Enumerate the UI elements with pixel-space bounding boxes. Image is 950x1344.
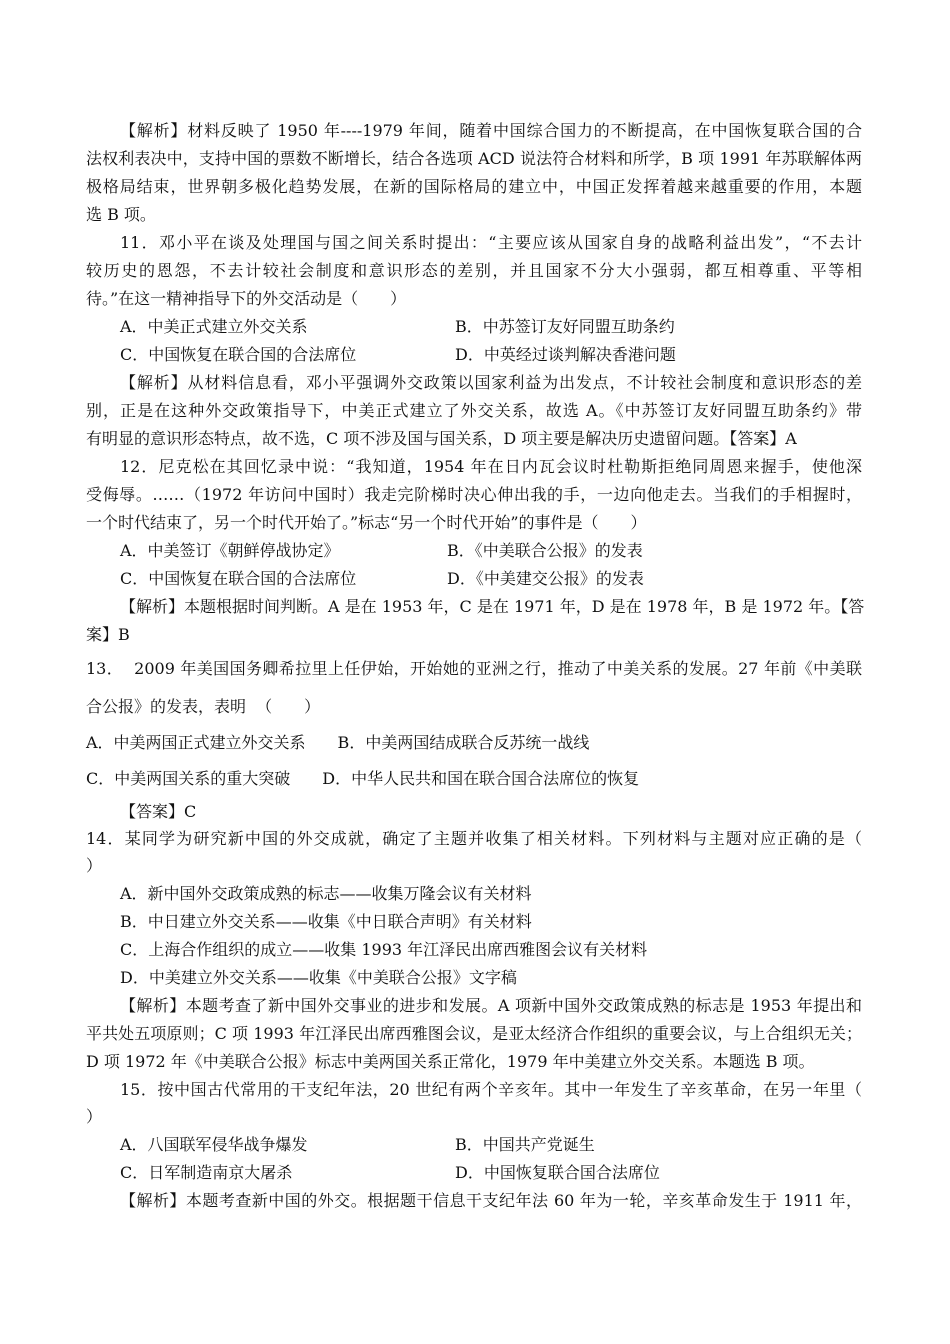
analysis-line: 法权利表决中，支持中国的票数不断增长，结合各选项 ACD 说法符合材料和所学，B 项 1991 年苏联解体两 — [86, 149, 862, 168]
q12-option-b: B．《中美联合公报》的发表 — [447, 541, 643, 560]
q13-options-cd: C．中美两国关系的重大突破 D．中华人民共和国在联合国合法席位的恢复 — [86, 769, 640, 788]
analysis-line: 【解析】材料反映了 1950 年----1979 年间，随着中国综合国力的不断提高，在中国恢复联合国的合 — [120, 121, 862, 140]
q12-analysis: 案】B — [86, 625, 130, 644]
q11-option-c: C．中国恢复在联合国的合法席位 — [120, 345, 357, 364]
q14-analysis: D 项 1972 年《中美联合公报》标志中美两国关系正常化，1979 年中美建立外交关系。本题选 B 项。 — [86, 1052, 815, 1071]
q11-option-d: D．中英经过谈判解决香港问题 — [455, 345, 676, 364]
q14-analysis: 【解析】本题考查了新中国外交事业的进步和发展。A 项新中国外交政策成熟的标志是 1953 年提出和 — [120, 996, 862, 1015]
q14-option-b: B．中日建立外交关系——收集《中日联合声明》有关材料 — [120, 912, 532, 931]
q14-option-d: D．中美建立外交关系——收集《中美联合公报》文字稿 — [120, 968, 517, 987]
question-12-stem: 12．尼克松在其回忆录中说：“我知道，1954 年在日内瓦会议时杜勒斯拒绝同周恩来握手，使他深 — [120, 457, 862, 476]
q15-option-c: C．日军制造南京大屠杀 — [120, 1163, 293, 1182]
question-15-stem: 15．按中国古代常用的干支纪年法，20 世纪有两个辛亥年。其中一年发生了辛亥革命，在另一年里（ — [120, 1080, 862, 1099]
question-12-stem: 受侮辱。……（1972 年访问中国时）我走完阶梯时决心伸出我的手，一边向他走去。当我们的手相握时， — [86, 485, 862, 504]
q14-option-a: A．新中国外交政策成熟的标志——收集万隆会议有关材料 — [120, 884, 532, 903]
q11-option-a: A．中美正式建立外交关系 — [120, 317, 308, 336]
q12-analysis: 【解析】本题根据时间判断。A 是在 1953 年，C 是在 1971 年，D 是在 1978 年，B 是 1972 年。【答 — [120, 597, 865, 616]
question-14-stem: ） — [86, 856, 103, 875]
question-11-stem: 较历史的恩怨，不去计较社会制度和意识形态的差别，并且国家不分大小强弱，都互相尊重、平等相 — [86, 261, 862, 280]
question-13-stem: 合公报》的发表，表明 （ ） — [86, 697, 321, 716]
question-15-stem: ） — [86, 1107, 103, 1126]
q12-option-c: C．中国恢复在联合国的合法席位 — [120, 569, 357, 588]
q11-option-b: B．中苏签订友好同盟互助条约 — [455, 317, 675, 336]
q14-option-c: C．上海合作组织的成立——收集 1993 年江泽民出席西雅图会议有关材料 — [120, 940, 648, 959]
q12-option-a: A．中美签订《朝鲜停战协定》 — [120, 541, 340, 560]
q15-option-b: B．中国共产党诞生 — [455, 1135, 595, 1154]
analysis-line: 选 B 项。 — [86, 205, 156, 224]
q15-option-a: A．八国联军侵华战争爆发 — [120, 1135, 308, 1154]
q12-option-d: D．《中美建交公报》的发表 — [447, 569, 644, 588]
q11-analysis: 【解析】从材料信息看，邓小平强调外交政策以国家利益为出发点，不计较社会制度和意识形态的差 — [120, 373, 862, 392]
question-12-stem: 一个时代结束了，另一个时代开始了。”标志“另一个时代开始”的事件是（ ） — [86, 513, 647, 532]
analysis-line: 极格局结束，世界朝多极化趋势发展，在新的国际格局的建立中，中国正发挥着越来越重要的作用，本题 — [86, 177, 862, 196]
question-11-stem: 11．邓小平在谈及处理国与国之间关系时提出：“主要应该从国家自身的战略利益出发”，“不去计 — [120, 233, 862, 252]
q14-analysis: 平共处五项原则；C 项 1993 年江泽民出席西雅图会议，是亚太经济合作组织的重要会议，与上合组织无关； — [86, 1024, 862, 1043]
question-13-stem: 13． 2009 年美国国务卿希拉里上任伊始，开始她的亚洲之行，推动了中美关系的发展。27 年前《中美联 — [86, 659, 862, 678]
q11-analysis: 别，正是在这种外交政策指导下，中美正式建立了外交关系，故选 A。《中苏签订友好同盟互助条约》带 — [86, 401, 862, 420]
q13-answer: 【答案】C — [120, 802, 197, 821]
question-11-stem: 待。”在这一精神指导下的外交活动是（ ） — [86, 289, 407, 308]
q15-analysis: 【解析】本题考查新中国的外交。根据题干信息干支纪年法 60 年为一轮，辛亥革命发生于 1911 年， — [120, 1191, 862, 1210]
q15-option-d: D．中国恢复联合国合法席位 — [455, 1163, 660, 1182]
q11-analysis: 有明显的意识形态特点，故不选，C 项不涉及国与国关系，D 项主要是解决历史遗留问题。【答案】A — [86, 429, 797, 448]
question-14-stem: 14．某同学为研究新中国的外交成就，确定了主题并收集了相关材料。下列材料与主题对应正确的是（ — [86, 829, 862, 848]
q13-options-ab: A．中美两国正式建立外交关系 B．中美两国结成联合反苏统一战线 — [86, 733, 590, 752]
